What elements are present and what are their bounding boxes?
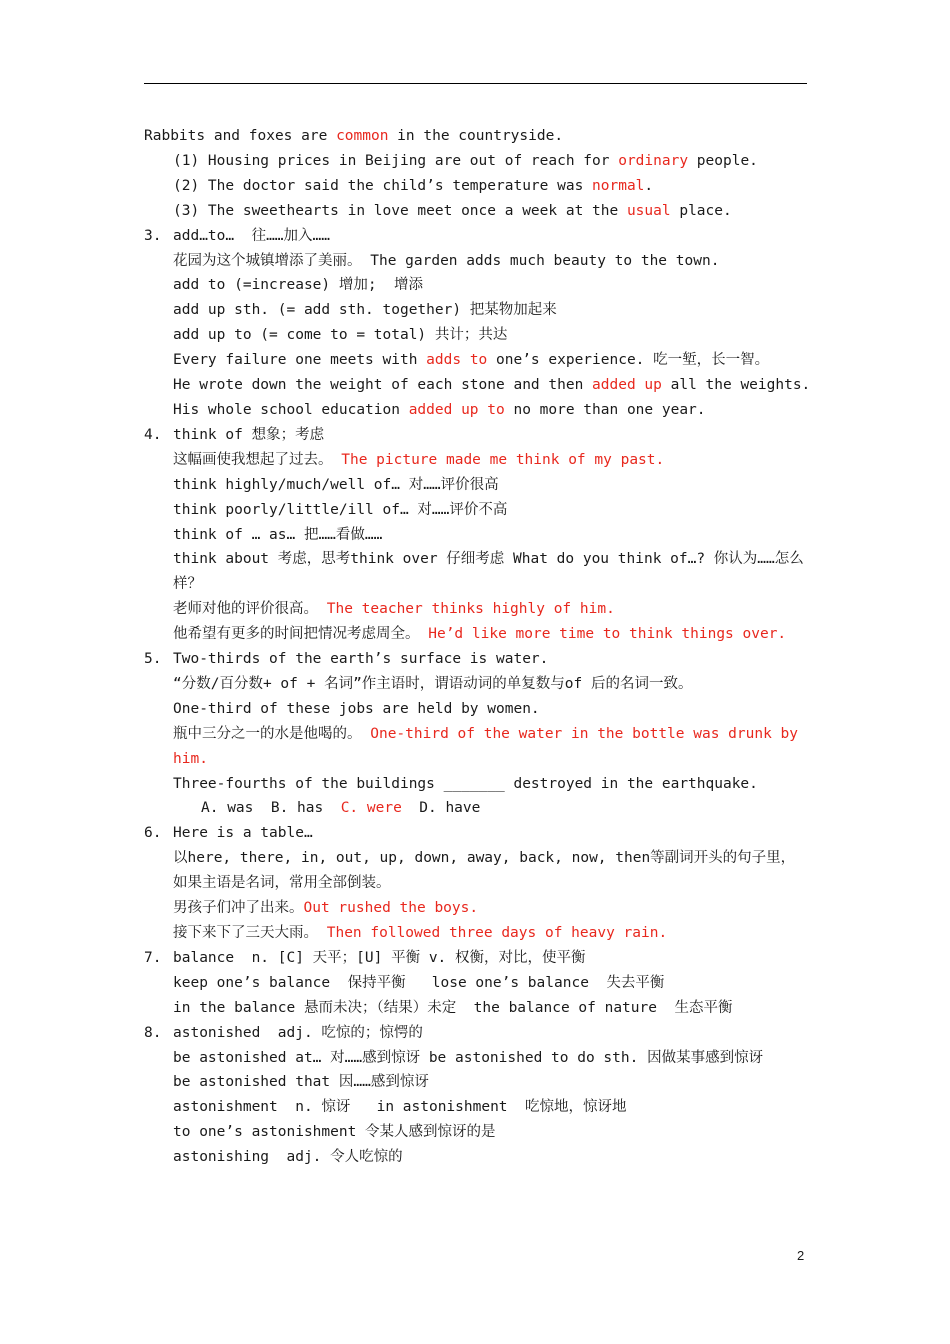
example-line [144,199,808,224]
highlight: ordinary [618,152,689,169]
text: 他希望有更多的时间把情况考虑周全。 [173,626,429,643]
example-line [144,448,808,473]
text: He wrote down the weight of each stone and then [173,377,593,394]
section-heading [144,423,808,448]
section-number: 5. [144,651,162,668]
text: Every failure one meets with [173,352,427,369]
text: Rabbits and foxes are [144,128,337,144]
exercise-options [144,796,808,821]
section-heading [144,647,808,672]
phrase-line: be astonished at… 对……感到惊讶 be astonished to do sth. 因做某事感到惊讶 [173,1049,764,1066]
example-line [144,398,808,423]
phrase-line: think about 考虑，思考think over 仔细考虑 What do you think of…? 你认为……怎么样？ [173,551,804,593]
text: one’s experience. 吃一堑，长一智。 [487,352,770,369]
highlight: adds to [426,352,488,369]
section-title: Here is a table… [173,825,313,842]
page-number: 2 [797,1248,805,1263]
text: in the countryside. [388,128,564,144]
section-heading [144,1021,808,1046]
example-line [144,597,808,622]
phrase-line: think of … as… 把……看做…… [173,526,383,543]
text: 瓶中三分之一的水是他喝的。 [173,725,371,742]
phrase-line: be astonished that 因……感到惊讶 [173,1074,429,1091]
phrase-line: think poorly/little/ill of… 对……评价不高 [173,501,508,518]
highlight: usual [626,202,671,219]
text: (1) Housing prices in Beijing are out of reach for [173,152,619,169]
section-title: add…to… 往……加入…… [173,227,330,244]
text: 这幅画使我想起了过去。 [173,451,342,468]
exercise-question: Three-fourths of the buildings _______ destroyed in the earthquake. [173,775,758,792]
highlight: Then followed three days of heavy rain. [326,925,668,941]
example-line [144,174,808,199]
section-number: 8. [144,1024,162,1041]
example-line [144,373,811,398]
text: 接下来下了三天大雨。 [173,925,327,941]
phrase-line: keep one’s balance 保持平衡 lose one’s balance 失去平衡 [173,974,665,991]
highlight: common [336,128,389,144]
section-number: 3. [144,227,162,244]
phrase-line: think highly/much/well of… 对……评价很高 [173,476,499,493]
section-number: 6. [144,825,162,842]
example-line: 花园为这个城镇增添了美丽。 The garden adds much beauty to the town. [173,252,720,269]
highlight: added up to [408,401,505,418]
example-line [144,124,808,149]
text: . [644,177,654,194]
section-heading [144,224,808,249]
section-title: think of 想象；考虑 [173,426,325,443]
text: A. was B. has [201,800,341,817]
highlight: One-third of the water in the bottle was drunk by him. [173,725,798,767]
phrase-line: astonishing adj. 令人吃惊的 [173,1149,403,1166]
example-line: One-third of these jobs are held by women. [173,700,540,717]
highlight: normal [592,177,645,194]
phrase-line: astonishment n. 惊讶 in astonishment 吃惊地，惊讶地 [173,1099,627,1116]
vocabulary-notes [144,124,811,1170]
example-line [144,622,808,647]
example-line [144,722,808,772]
example-line [144,149,808,174]
text: His whole school education [173,401,409,418]
highlight: He’d like more time to think things over. [428,626,787,643]
phrase-line: add to (=increase) 增加; 增添 [173,277,424,294]
text: (3) The sweethearts in love meet once a week at the [173,202,627,219]
section-title: astonished adj. 吃惊的；惊愕的 [173,1024,423,1041]
section-number: 4. [144,426,162,443]
example-line [144,921,808,946]
answer-highlight: C. were [340,800,402,817]
highlight: The teacher thinks highly of him. [326,601,615,618]
phrase-line: add up sth. (= add sth. together) 把某物加起来 [173,302,557,319]
section-number: 7. [144,949,162,966]
text: people. [688,152,758,169]
section-heading [144,821,808,846]
rule-line: “分数/百分数+ of + 名词”作主语时，谓语动词的单复数与of 后的名词一致。 [173,675,693,692]
text: no more than one year. [504,401,706,418]
text: place. [670,202,732,219]
rule-line: 以here, there, in, out, up, down, away, back, now, then等副词开头的句子里，如果主语是名词，常用全部倒装。 [173,850,796,892]
phrase-line: add up to (= come to = total) 共计；共达 [173,327,508,344]
text: all the weights. [661,377,811,394]
section-title: balance n. [C] 天平；[U] 平衡 v. 权衡，对比，使平衡 [173,949,586,966]
text: 男孩子们冲了出来。 [173,900,304,917]
phrase-line: to one’s astonishment 令某人感到惊讶的是 [173,1124,496,1141]
header-rule [144,83,807,84]
phrase-line: in the balance 悬而未决；（结果）未定 the balance of nature 生态平衡 [173,999,733,1016]
section-title: Two-thirds of the earth’s surface is water. [173,651,549,668]
highlight: added up [592,377,662,394]
example-line [144,896,808,921]
highlight: The picture made me think of my past. [341,451,665,468]
example-line [144,348,808,373]
text: 老师对他的评价很高。 [173,601,327,618]
text: (2) The doctor said the child’s temperature was [173,177,593,194]
text: D. have [401,800,481,817]
highlight: Out rushed the boys. [303,900,479,917]
section-heading [144,946,808,971]
